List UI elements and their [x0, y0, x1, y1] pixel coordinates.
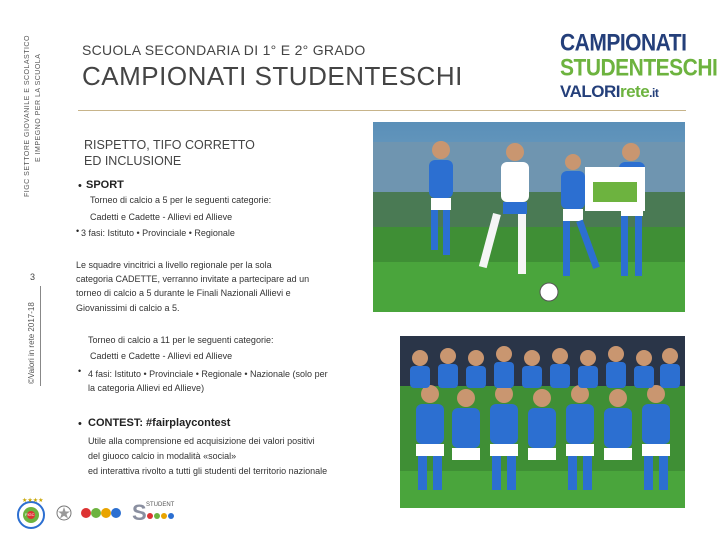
figc-logo — [14, 496, 48, 530]
sport-categories-1: Cadetti e Cadette - Allievi ed Allieve — [90, 212, 233, 222]
logo-valori: VALORI — [560, 82, 620, 101]
sport-phases-2-line2: la categoria Allievi ed Allieve) — [88, 383, 205, 393]
contest-line1: Utile alla comprensione ed acquisizione dei valori positivi — [88, 436, 315, 446]
bullet-dot: • — [78, 180, 82, 192]
colored-circles-icon — [80, 503, 124, 523]
vertical-divider — [40, 286, 41, 386]
sport-paragraph-3-line3: torneo di calcio a 5 durante le Finali Nazionali Allievi e — [76, 288, 291, 298]
copyright-vertical: ©Valori in rete 2017-18 — [27, 302, 36, 384]
partner-logo — [80, 503, 124, 523]
sport-paragraph-4: Torneo di calcio a 11 per le seguenti categorie: — [88, 335, 274, 345]
student-dots-icon — [146, 511, 176, 521]
logo-domain: .it — [649, 86, 659, 100]
team-group-photo — [400, 336, 685, 508]
bullet-dot: • — [76, 226, 80, 236]
sport-paragraph-1: Torneo di calcio a 5 per le seguenti categorie: — [90, 195, 272, 205]
section-title-line2: ED INCLUSIONE — [84, 154, 182, 168]
header-divider — [78, 110, 686, 111]
sport-paragraph-3-line4: Giovanissimi di calcio a 5. — [76, 303, 180, 313]
logo-rete: rete — [619, 82, 650, 101]
star-emblem-icon — [56, 503, 72, 523]
svg-text:★★★★: ★★★★ — [22, 497, 44, 504]
contest-line2: del giuoco calcio in modalità «social» — [88, 451, 237, 461]
org-tagline-vertical: E IMPEGNO PER LA SCUOLA — [35, 53, 42, 162]
student-logo — [132, 500, 176, 526]
page-number: 3 — [30, 272, 36, 282]
student-logo-label: STUDENT — [146, 502, 175, 508]
contest-line3: ed interattiva rivolto a tutti gli studenti del territorio nazionale — [88, 466, 328, 476]
logo-line-campionati: CAMPIONATI — [560, 30, 687, 57]
sport-paragraph-3-line2: categoria CADETTE, verranno invitate a partecipare ad un — [76, 274, 310, 284]
sport-phases-1: 3 fasi: Istituto • Provinciale • Regionale — [81, 228, 235, 238]
football-match-photo — [373, 122, 685, 312]
page-subtitle: SCUOLA SECONDARIA DI 1° E 2° GRADO — [82, 42, 366, 58]
section-title-line1: RISPETTO, TIFO CORRETTO — [84, 138, 255, 152]
bullet-dot: • — [78, 366, 82, 376]
section-title — [84, 137, 255, 169]
sport-heading: SPORT — [86, 179, 124, 191]
sport-paragraph-3-line1: Le squadre vincitrici a livello regionale per la sola — [76, 260, 272, 270]
campionati-studenteschi-logo — [560, 30, 718, 104]
sport-categories-2: Cadetti e Cadette - Allievi ed Allieve — [90, 351, 233, 361]
sport-phases-2-line1: 4 fasi: Istituto • Provinciale • Regionale • Nazionale (solo per — [88, 369, 328, 379]
bullet-dot: • — [78, 418, 82, 430]
page-title: CAMPIONATI STUDENTESCHI — [82, 61, 463, 91]
logo-line-studenteschi: STUDENTESCHI — [560, 55, 718, 82]
contest-heading: CONTEST: #fairplaycontest — [88, 417, 231, 429]
org-name-vertical: FIGC SETTORE GIOVANILE E SCOLASTICO — [24, 35, 31, 197]
logo-line-valori — [560, 82, 658, 102]
italian-republic-emblem — [56, 503, 72, 523]
student-logo-s: S — [132, 500, 147, 525]
figc-label: FIGC — [25, 512, 35, 517]
